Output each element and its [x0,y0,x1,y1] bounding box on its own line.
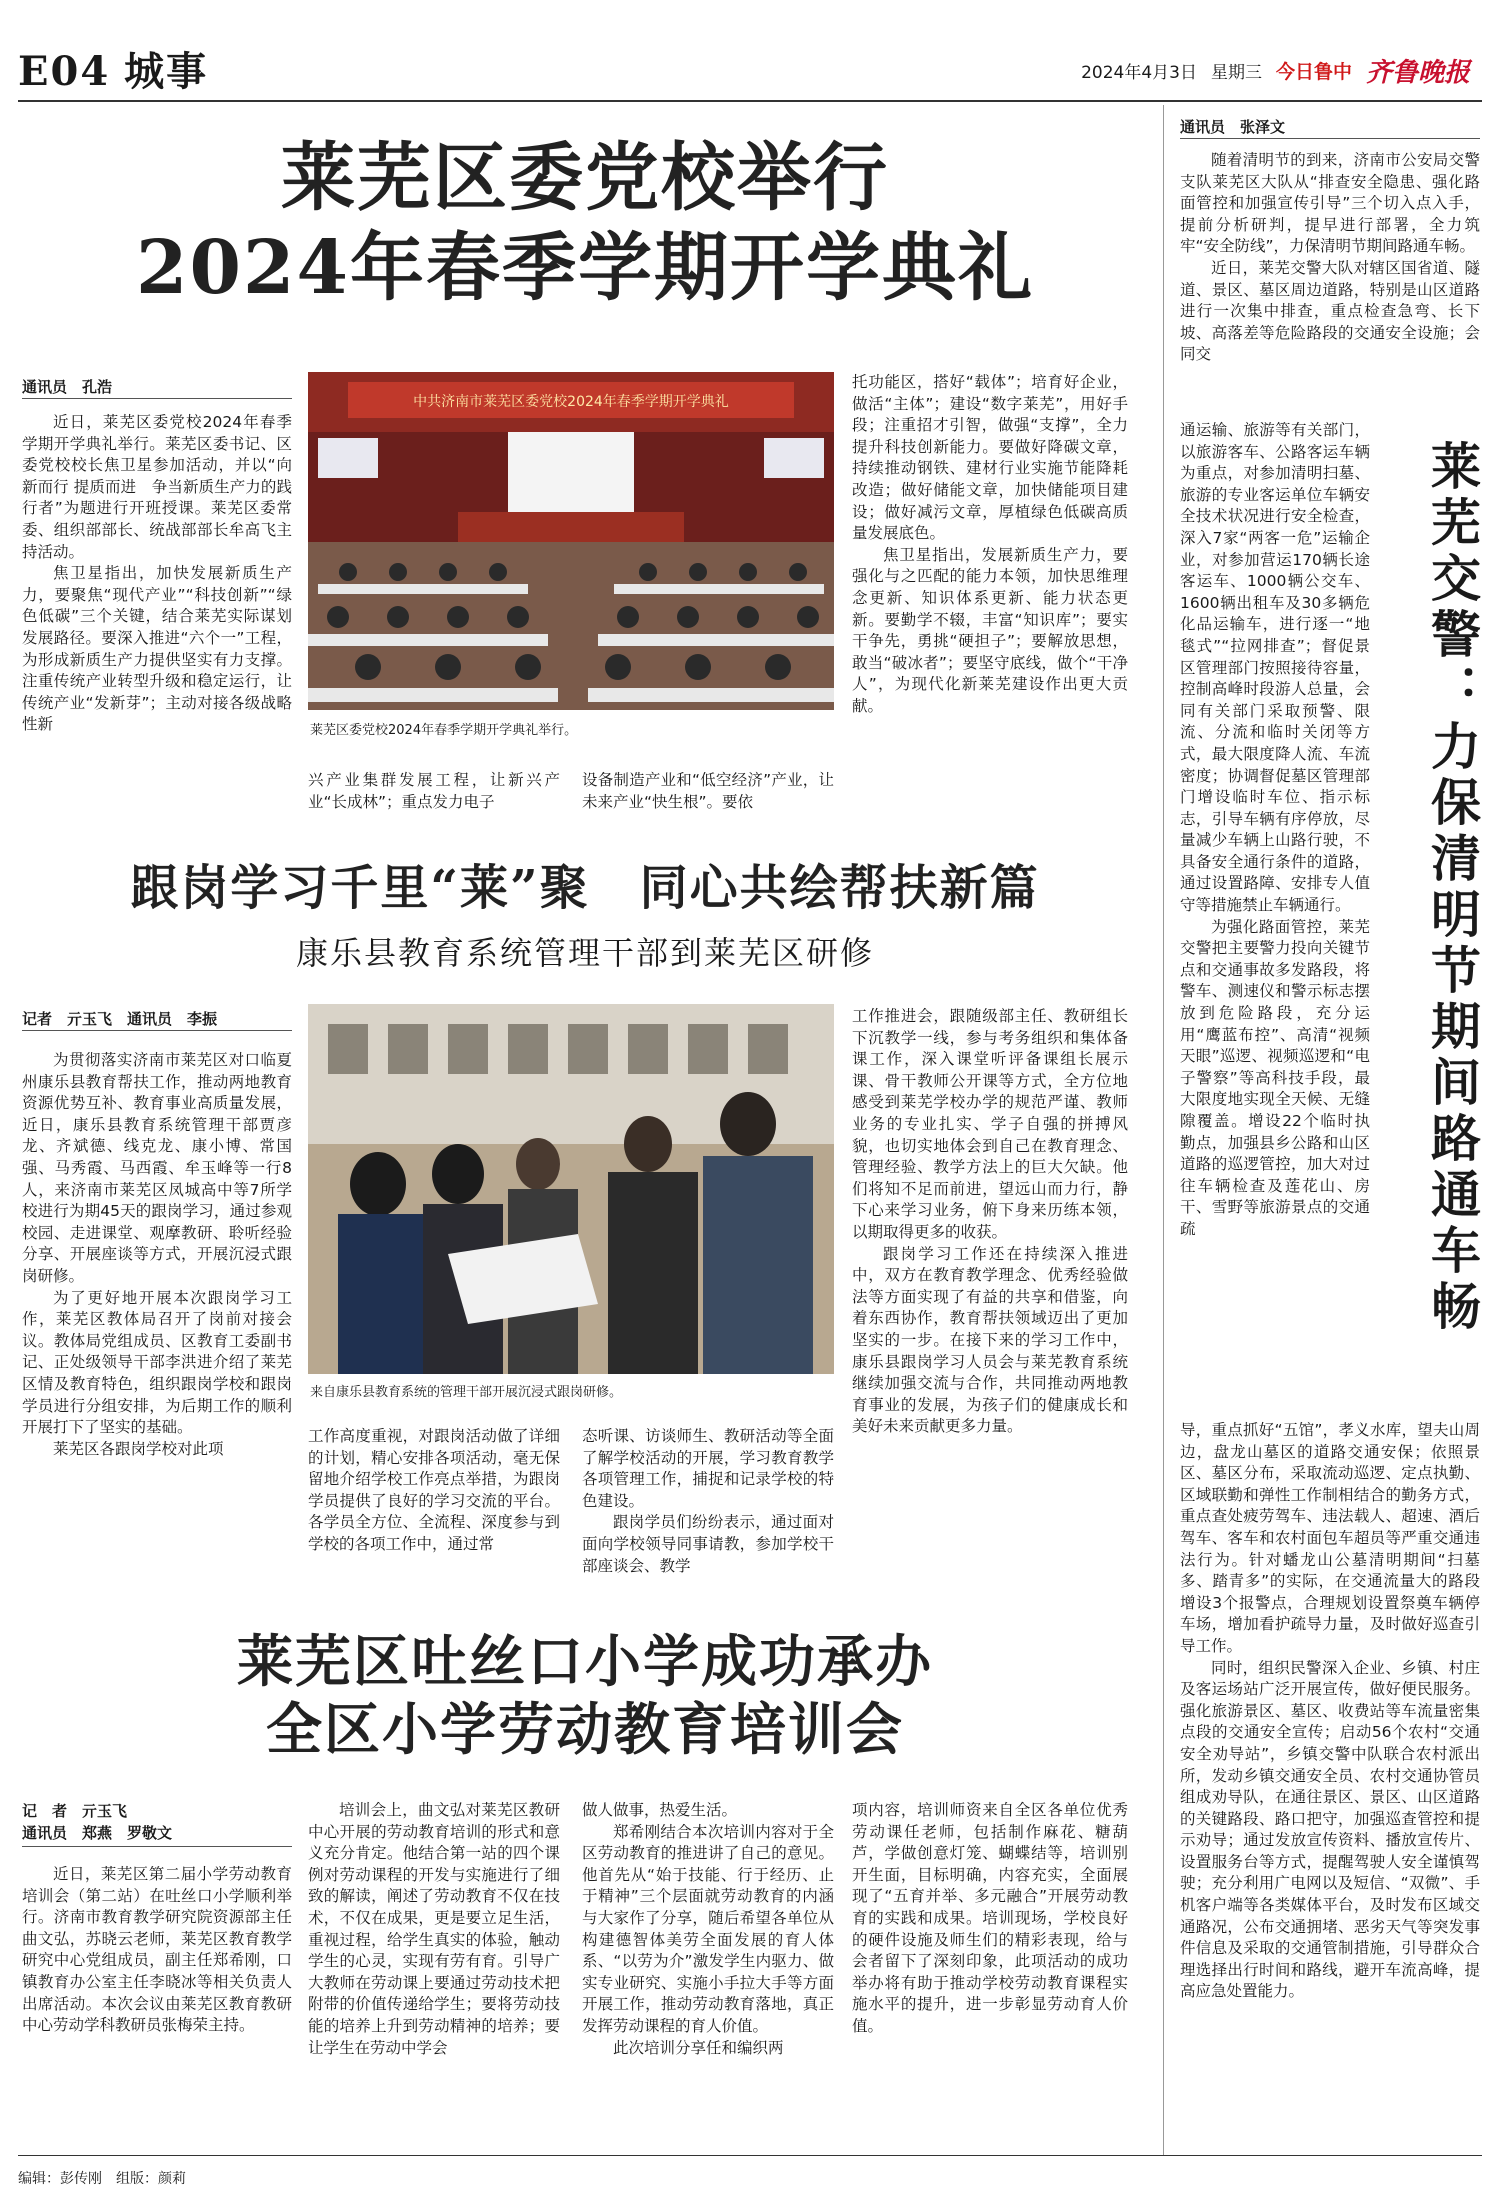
study-group-image [308,1004,834,1374]
conference-hall-image [308,372,834,710]
article4-col-mid [1180,420,1370,1410]
article1-title [20,133,1150,313]
article1-col2: 兴产业集群发展工程，让新兴产业“长成林”；重点发力电子 [308,771,560,811]
section-name: 城事 [124,48,209,95]
article3-col3-p3: 此次培训分享任和编织两 [613,2038,784,2057]
article2-col2: 工作高度重视，对跟岗活动做了详细的计划，精心安排各项活动，毫无保留地介绍学校工作亮点举措，为跟岗学员提供了良好的学习交流的平台。各学员全方位、全流程、深度参与到学校的各项工作中，通过常 [308,1427,560,1553]
article3-col4-p1: 项内容，培训师资来自全区各单位优秀劳动课任老师，包括制作麻花、糖葫芦，学做创意灯笼、蝴蝶结等，培训别开生面，目标明确，内容充实，全面展现了“五育并举、多元融合”开展劳动教育的实践和成果。培训现场，学校良好的硬件设施及师生们的精彩表现，给与会者留下了深刻印象，此项活动的成功举办将有助于推动学校劳动教育课程实施水平的提升，进一步彰显劳动育人价值。 [852,1801,1128,2035]
article3-byline [22,1800,172,1844]
article1-col1 [22,412,292,817]
masthead [1081,52,1470,89]
article3-byline-rule [22,1846,292,1847]
article4-top-p1: 随着清明节的到来，济南市公安局交警支队莱芜区大队从“排查安全隐患、强化路面管控和加强宣传引导”三个切入点入手，提前分析研判，提早进行部署，全力筑牢“安全防线”，力保清明节期间路通车畅。 [1180,151,1480,256]
article4-byline-rule [1180,138,1480,139]
article4-title: 莱芜交警：力保清明节期间路通车畅 [1423,440,1482,1336]
article1-byline-rule [22,398,292,399]
article1-col4-p2: 焦卫星指出，发展新质生产力，要强化与之匹配的能力本领，加快思维理念更新、知识体系更新、能力状态更新。要勤学不辍，丰富“知识库”；要实干争先，勇挑“硬担子”；要解放思想，敢当“破冰者”；要坚守底线，做个“干净人”，为现代化新莱芜建设作出更大贡献。 [852,545,1128,715]
edition-brand: 今日鲁中 [1275,61,1352,83]
article3-col2 [308,1800,560,2146]
article3-title [20,1628,1150,1764]
newspaper-logo: 齐鲁晚报 [1365,58,1470,88]
page-header [18,40,208,97]
article3-col3-p2: 郑希刚结合本次培训内容对于全区劳动教育的推进讲了自己的意见。他首先从“始于技能、行于经历、止于精神”三个层面就劳动教育的内涵与大家作了分享，随后希望各单位从构建德智体美劳全面发展的育人体系、“以劳为介”激发学生内驱力、做实专业研究、实施小手拉大手等方面开展工作，推动劳动教育落地，真正发挥劳动课程的育人价值。 [582,1822,834,2035]
editor-credits: 编辑：彭传刚 组版：颜莉 [18,2171,186,2187]
issue-weekday: 星期三 [1210,63,1262,83]
article2-col4 [852,1006,1128,1590]
article2-col3-p2: 跟岗学员们纷纷表示，通过面对面向学校领导同事请教，参加学校干部座谈会、教学 [582,1513,834,1575]
article3-col3-p1: 做人做事，热爱生活。 [582,1801,738,1819]
issue-date: 2024年4月3日 [1081,63,1197,83]
article2-col1 [22,1050,292,1590]
photo-banner-text: 中共济南市莱芜区委党校2024年春季学期开学典礼 [413,394,729,410]
article3-title-line1: 莱芜区吐丝口小学成功承办 [237,1629,933,1695]
article3-col2-p1: 培训会上，曲文弘对莱芜区教研中心开展的劳动教育培训的形式和意义充分肯定。他结合第一站的四个课例对劳动课程的开发与实施进行了细致的解读，阐述了劳动教育不仅在技术，不仅在成果，更是要立足生活，重视过程，给学生真实的体验，触动学生的心灵，实现有劳有育。引导广大教师在劳动课上要通过劳动技术把附带的价值传递给学生；要将劳动技能的培养上升到劳动精神的培养；要让学生在劳动中学会 [308,1801,560,2057]
article4-bot-p2: 同时，组织民警深入企业、乡镇、村庄及客运场站广泛开展宣传，做好便民服务。强化旅游景区、墓区、收费站等车流量密集点段的交通安全宣传；启动56个农村“交通安全劝导站”，乡镇交警中队联合农村派出所，发动乡镇交通安全员、农村交通协管员组成劝导队，在通往景区、景区、山区道路的关键路段、路口把守，加强巡查管控和提示劝导；通过发放宣传资料、播放宣传片、设置服务台等方式，提醒驾驶人安全谨慎驾驶；充分利用广电网以及短信、“双微”、手机客户端等各类媒体平台，及时发布区域交通路况，公布交通拥堵、恶劣天气等突发事件信息及采取的交通管制措施，引导群众合理选择出行时间和路线，避开车流高峰，提高应急处置能力。 [1180,1658,1480,2001]
article2-byline: 记者 亓玉飞 通讯员 李振 [22,1010,218,1028]
article2-caption: 来自康乐县教育系统的管理干部开展沉浸式跟岗研修。 [310,1385,623,1400]
article2-col3 [582,1426,834,1590]
article1-col1-p1: 近日，莱芜区委党校2024年春季学期开学典礼举行。莱芜区委书记、区委党校校长焦卫星参加活动，并以“向新而行 提质而进 争当新质生产力的践行者”为题进行开班授课。莱芜区委常委、组织部部长、统战部部长牟高飞主持活动。 [22,413,292,561]
page-code: E04 [18,48,111,95]
article1-byline: 通讯员 孔浩 [22,378,113,396]
footer-rule [18,2155,1482,2156]
article4-col-bot [1180,1420,1480,2146]
article3-col3 [582,1800,834,2146]
article4-mid-p2: 为强化路面管控，莱芜交警把主要警力投向关键节点和交通事故多发路段，将警车、测速仪和警示标志摆放到危险路段，充分运用“鹰蓝布控”、高清“视频天眼”巡逻、视频巡逻和“电子警察”等高科技手段，最大限度地实现全天候、无缝隙覆盖。增设22个临时执勤点，加强县乡公路和山区道路的巡逻管控，加大对过往车辆检查及莲花山、房干、雪野等旅游景点的交通疏 [1180,917,1370,1238]
article4-mid-p1: 通运输、旅游等有关部门，以旅游客车、公路客运车辆为重点，对参加清明扫墓、旅游的专业客运单位车辆安全技术状况进行安全检查，深入7家“两客一危”运输企业，对参加营运170辆长途客运车、1000辆公交车、1600辆出租车及30多辆危化品运输车，进行逐一“地毯式”“拉网排查”；督促景区管理部门按照接待容量，控制高峰时段游人总量，会同有关部门采取预警、限流、分流和临时关闭等方式，最大限度降人流、车流密度；协调督促墓区管理部门增设临时车位、指示标志，引导车辆有序停放，尽量减少车辆上山路行驶，不具备安全通行条件的道路，通过设置路障、安排专人值守等措施禁止车辆通行。 [1180,421,1370,915]
article1-title-line2: 2024年春季学期开学典礼 [136,225,1034,311]
article2-col4-p2: 跟岗学习工作还在持续深入推进中，双方在教育教学理念、优秀经验做法等方面实现了有益的共享和借鉴，向着东西协作，教育帮扶领域迈出了更加坚实的一步。在接下来的学习工作中，康乐县跟岗学习人员会与莱芜教育系统继续加强交流与合作，共同推动两地教育事业的发展，为孩子们的健康成长和美好未来贡献更多力量。 [852,1244,1128,1436]
article4-byline: 通讯员 张泽文 [1180,118,1286,136]
article3-title-line2: 全区小学劳动教育培训会 [266,1697,904,1763]
article2-byline-rule [22,1030,292,1031]
article4-bot-p1: 导，重点抓好“五馆”，孝义水库，望夫山周边，盘龙山墓区的道路交通安保；依照景区、墓区分布，采取流动巡逻、定点执勤、区域联勤和弹性工作制相结合的勤务方式，重点查处疲劳驾车、违法载人、超速、酒后驾车、客车和农村面包车超员等严重交通违法行为。针对蟠龙山公墓清明期间“扫墓多、踏青多”的实际，在交通流量大的路段增设3个报警点，合理规划设置祭奠车辆停车场，增加看护疏导力量，及时做好巡查引导工作。 [1180,1421,1480,1655]
article3-byline-line1: 记 者 亓玉飞 [22,1802,128,1820]
article2-col4-p1: 工作推进会，跟随级部主任、教研组长下沉教学一线，参与考务组织和集体备课工作，深入课堂听评备课组长展示课、骨干教师公开课等方式，全方位地感受到莱芜学校办学的规范严谨、教师业务的专业扎实、学子自强的拼搏风貌，也切实地体会到自己在教育理念、管理经验、教学方法上的巨大欠缺。他们将知不足而前进，望远山而力行，静下心来学习业务，俯下身来历练本领，以期取得更多的收获。 [852,1007,1128,1241]
article2-col1-p3: 莱芜区各跟岗学校对此项 [53,1439,224,1458]
article1-title-line1: 莱芜区委党校举行 [281,135,889,221]
article1-caption: 莱芜区委党校2024年春季学期开学典礼举行。 [310,723,578,738]
header-rule [18,100,1482,102]
article3-col1-p1: 近日，莱芜区第二届小学劳动教育培训会（第二站）在吐丝口小学顺利举行。济南市教育教学研究院资源部主任曲文弘，苏晓云老师，莱芜区教育教学研究中心党组成员，副主任郑希刚，口镇教育办公室主任李晓冰等相关负责人出席活动。本次会议由莱芜区教育教研中心劳动学科教研员张梅荣主持。 [22,1865,292,2035]
column-divider [1163,105,1164,2155]
article1-col4 [852,372,1128,820]
article4-col-top [1180,150,1480,420]
article2-photo [308,1004,834,1374]
article3-col4 [852,1800,1128,2146]
article2-col3-p1: 态听课、访谈师生、教研活动等全面了解学校活动的开展，学习教育教学各项管理工作，捕捉和记录学校的特色建设。 [582,1427,834,1510]
article2-col1-p2: 为了更好地开展本次跟岗学习工作，莱芜区教体局召开了岗前对接会议。教体局党组成员、区教育工委副书记、正处级领导干部李洪进介绍了莱芜区情及教育特色，组织跟岗学校和跟岗学员进行分组安排，为后期工作的顺利开展打下了坚实的基础。 [22,1288,292,1437]
article2-subtitle: 康乐县教育系统管理干部到莱芜区研修 [295,934,874,972]
article1-col3: 设备制造产业和“低空经济”产业，让未来产业“快生根”。要依 [582,771,834,811]
article2-col1-p1: 为贯彻落实济南市莱芜区对口临夏州康乐县教育帮扶工作，推动两地教育资源优势互补、教育事业高质量发展，近日，康乐县教育系统管理干部贾彦龙、齐斌德、线克龙、康小博、常国强、马秀霞、马西霞、牟玉峰等一行8人，来济南市莱芜区凤城高中等7所学校进行为期45天的跟岗学习，通过参观校园、走进课堂、观摩教研、聆听经验分享、开展座谈等方式，开展沉浸式跟岗研修。 [22,1051,292,1285]
article1-photo [308,372,834,710]
article4-top-p2: 近日，莱芜交警大队对辖区国省道、隧道、景区、墓区周边道路，特别是山区道路进行一次集中排查，重点检查急弯、长下坡、高落差等危险路段的交通安全设施；会同交 [1180,258,1480,364]
article3-byline-line2: 通讯员 郑燕 罗敬文 [22,1824,173,1842]
article3-col1 [22,1864,292,2146]
article1-col4-p1: 托功能区，搭好“载体”；培育好企业，做活“主体”；建设“数字莱芜”，用好手段；注重招才引智，做强“支撑”，全力提升科技创新能力。要做好降碳文章，持续推动钢铁、建材行业实施节能降耗改造；做好储能文章，加快储能项目建设；做好减污文章，厚植绿色低碳高质量发展底色。 [852,373,1128,543]
article2-title: 跟岗学习千里“莱”聚 同心共绘帮扶新篇 [130,860,1040,916]
article1-col1-p2: 焦卫星指出，加快发展新质生产力，要聚焦“现代产业”“科技创新”“绿色低碳”三个关键，结合莱芜实际谋划发展路径。要深入推进“六个一”工程，为形成新质生产力提供坚实有力支撑。注重传统产业转型升级和稳定运行，让传统产业“发新芽”；主动对接各级战略性新 [22,564,292,734]
